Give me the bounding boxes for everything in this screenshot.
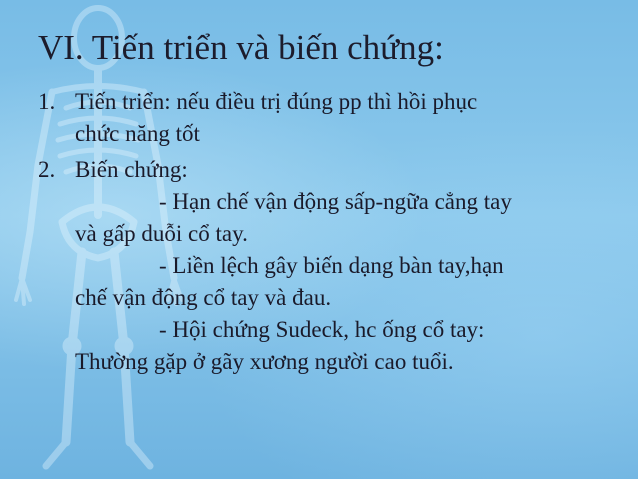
list-item-line: Tiến triển: nếu điều trị đúng pp thì hồi phục: [75, 89, 478, 114]
list-item: [38, 86, 618, 150]
list-item-line: chức năng tốt: [75, 121, 200, 146]
list-item-line: Biến chứng:: [75, 157, 188, 182]
list-item-number: 1.: [38, 89, 56, 114]
slide-content: [38, 86, 618, 382]
list-item: [38, 154, 618, 378]
list-item-line: Thường gặp ở gãy xương người cao tuổi.: [75, 349, 454, 374]
list-item-body: [75, 86, 618, 150]
list-item-subline: - Hạn chế vận động sấp-ngữa cẳng tay: [159, 189, 512, 214]
list-item-line: và gấp duỗi cổ tay.: [75, 221, 248, 246]
list-item-body: [75, 154, 618, 378]
list-item-number: 2.: [38, 157, 56, 182]
list-item-subline: - Liền lệch gây biến dạng bàn tay,hạn: [159, 253, 504, 278]
list-item-subline: - Hội chứng Sudeck, hc ống cổ tay:: [159, 317, 485, 342]
slide-title: VI. Tiến triển và biến chứng:: [38, 28, 444, 67]
list-item-line: chế vận động cổ tay và đau.: [75, 285, 332, 310]
